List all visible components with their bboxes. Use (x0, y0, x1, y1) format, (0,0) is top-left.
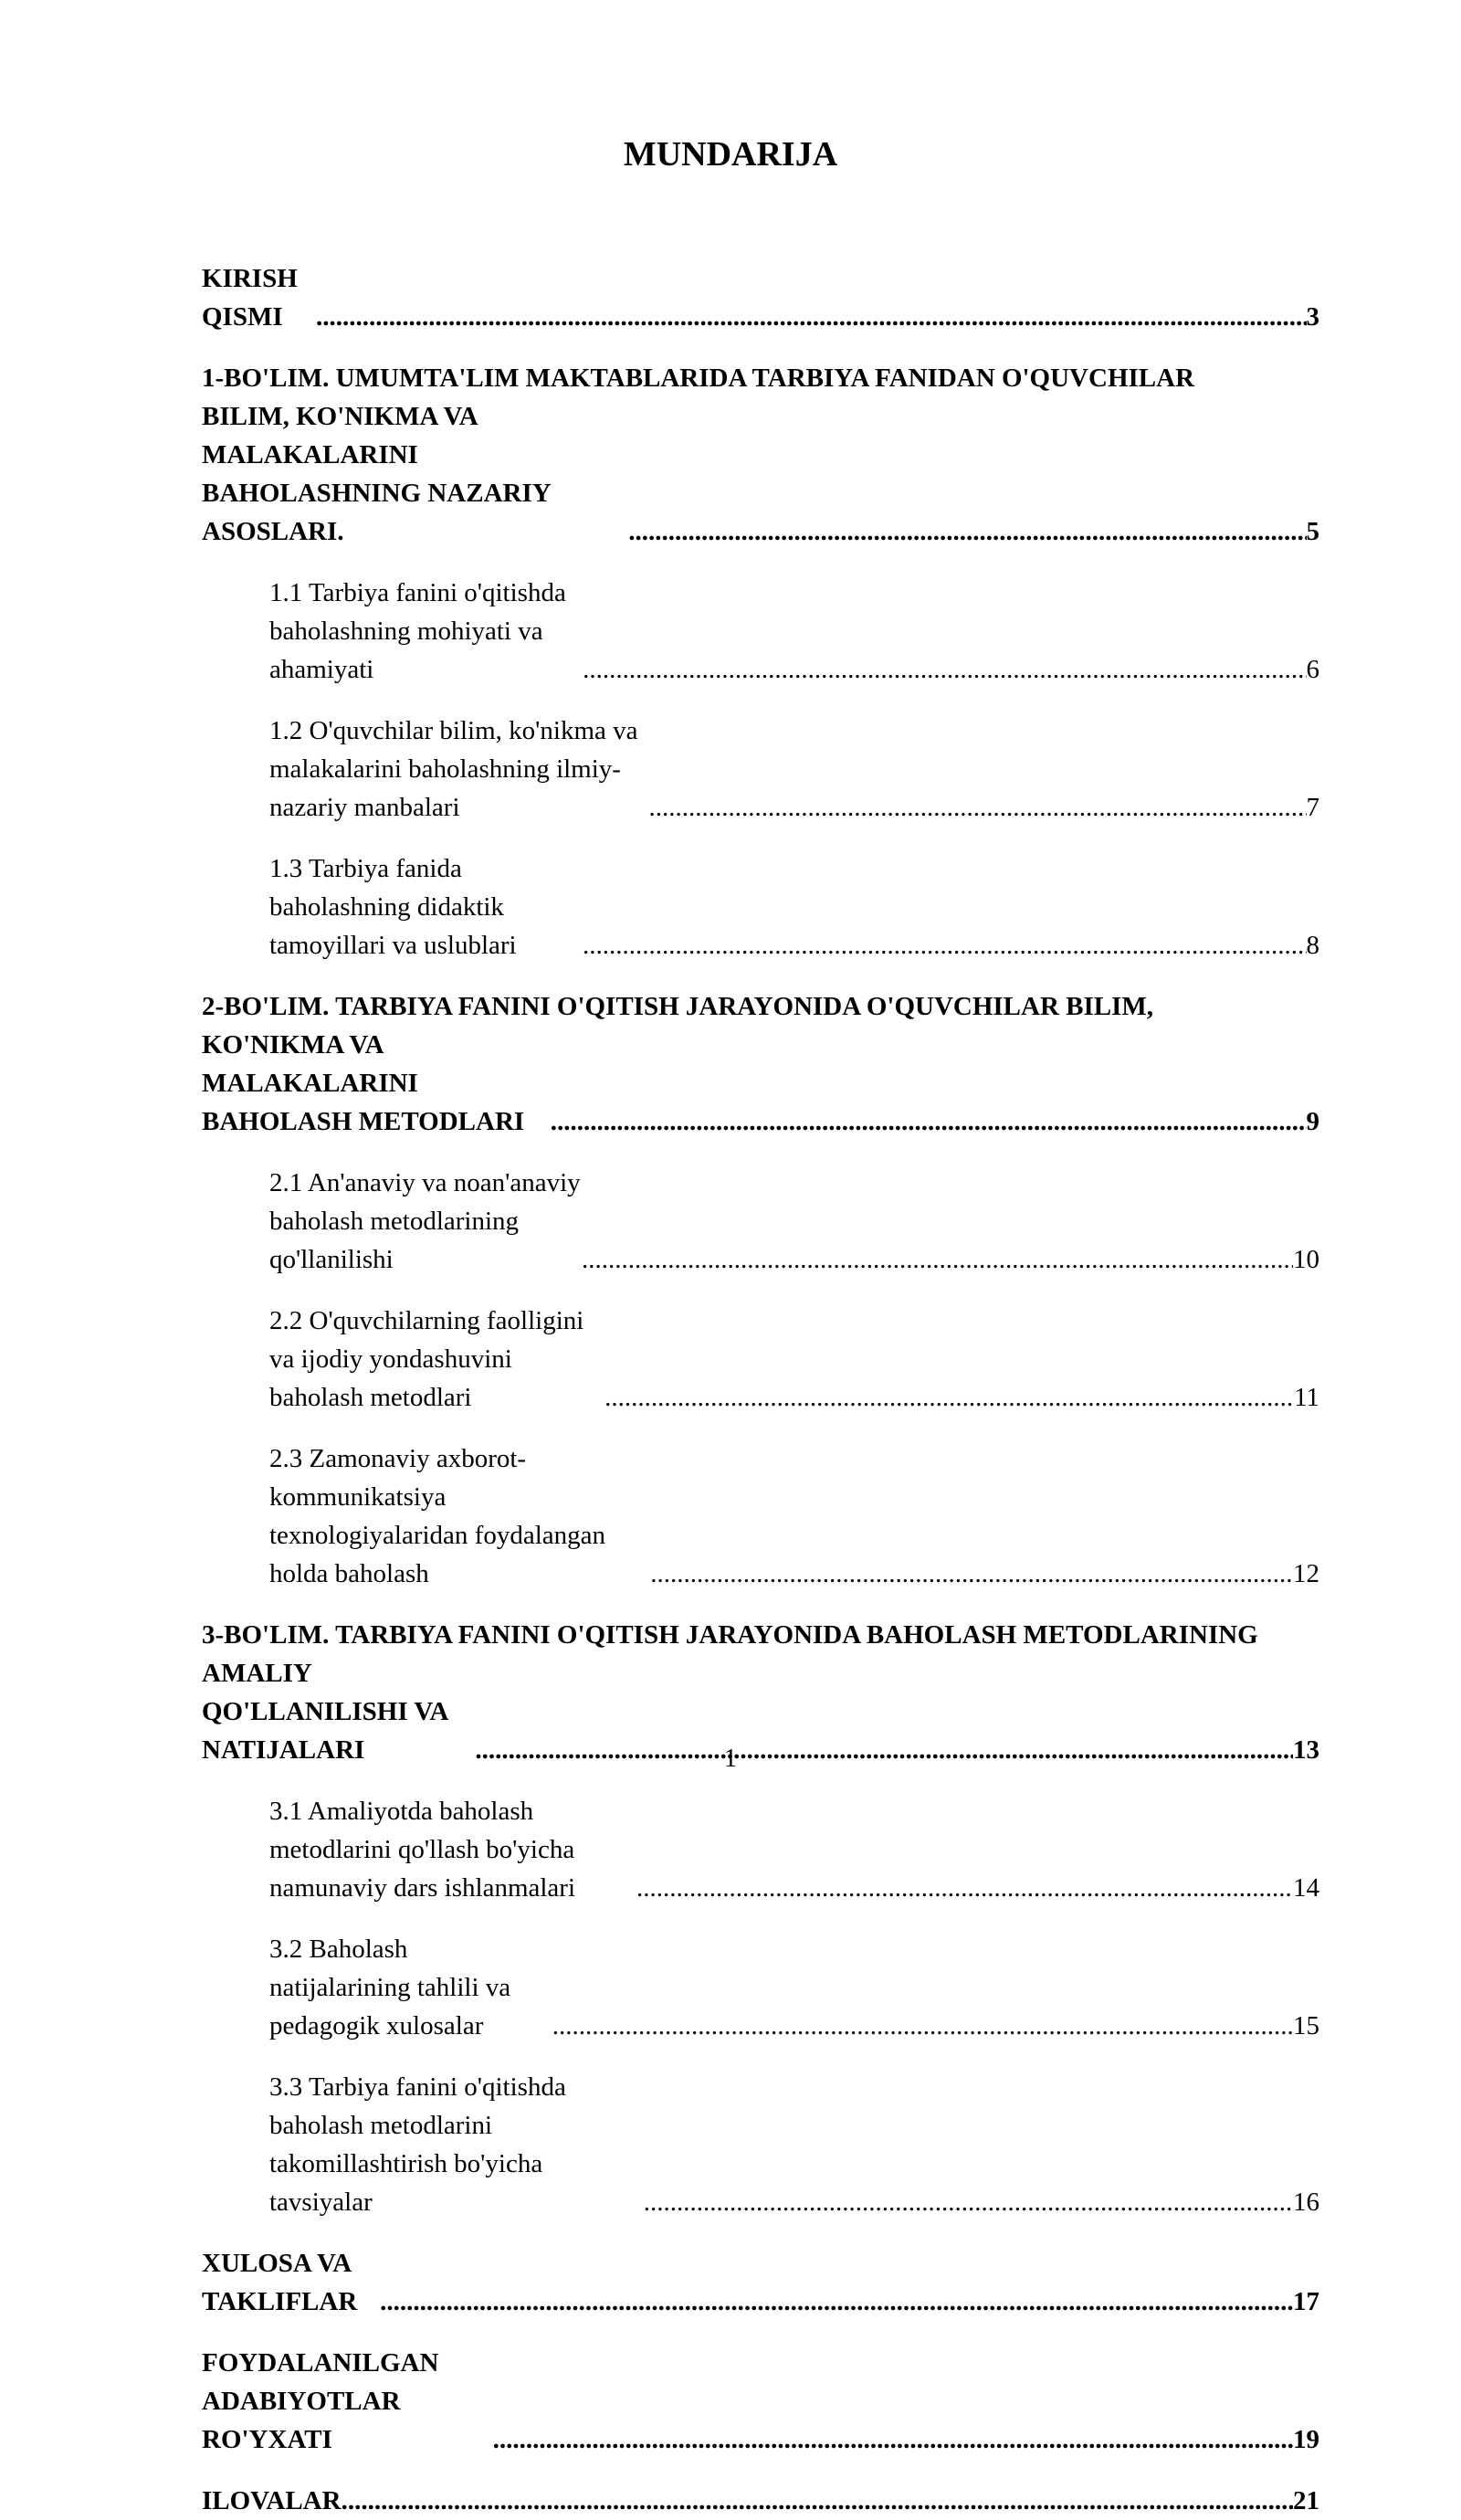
dot-leader (316, 298, 1306, 336)
dot-leader (628, 512, 1306, 551)
page-number: 1 (724, 1745, 737, 1773)
dot-leader (582, 1240, 1293, 1279)
toc-entry-title: 2.3 Zamonaviy axborot-kommunikatsiya texnologiyalaridan foydalangan holda baholash (269, 1444, 606, 1588)
toc-section-2-1[interactable] (202, 1164, 1319, 1279)
dot-leader (380, 2283, 1293, 2321)
toc-entry-page: 3 (1306, 302, 1319, 332)
toc-entry-title: 1.1 Tarbiya fanini o'qitishda baholashning mohiyati va ahamiyati (269, 578, 566, 684)
dot-leader (342, 2482, 1293, 2520)
toc-entry-title: 2.2 O'quvchilarning faolligini va ijodiy yondashuvini baholash metodlari (269, 1306, 584, 1412)
toc-chapter-title-line2: KO'NIKMA VA MALAKALARINI BAHOLASH METODLARI (202, 1030, 525, 1136)
toc-section-1-2[interactable] (202, 712, 1319, 827)
dot-leader (649, 788, 1307, 827)
toc-chapter-title-line1: 3-BO'LIM. TARBIYA FANINI O'QITISH JARAYONIDA BAHOLASH METODLARINING (202, 1620, 1258, 1650)
dot-leader (636, 1869, 1293, 1907)
toc-entry-title: 1.2 O'quvchilar bilim, ko'nikma va malakalarini baholashning ilmiy-nazariy manbalari (269, 716, 638, 822)
toc-entry-title: 3.2 Baholash natijalarining tahlili va pedagogik xulosalar (269, 1935, 511, 2040)
toc-entry-page: 16 (1293, 2188, 1319, 2217)
toc-entry-page: 9 (1306, 1107, 1319, 1136)
toc-section-1-1[interactable] (202, 574, 1319, 689)
dot-leader (644, 2183, 1293, 2221)
toc-entry-page: 14 (1293, 1873, 1319, 1903)
toc-section-3-2[interactable] (202, 1930, 1319, 2045)
dot-leader (551, 1102, 1307, 1141)
toc-entry-title: XULOSA VA TAKLIFLAR (202, 2249, 358, 2316)
dot-leader (583, 650, 1306, 689)
toc-entry-page: 13 (1293, 1735, 1319, 1765)
toc-entry-page: 10 (1293, 1245, 1319, 1274)
toc-entry-page: 21 (1293, 2486, 1319, 2515)
dot-leader (493, 2420, 1293, 2459)
toc-entry-page: 19 (1293, 2425, 1319, 2454)
toc-entry-page: 7 (1306, 793, 1319, 822)
toc-chapter-1[interactable] (202, 359, 1319, 551)
toc-chapter-title-line2: BILIM, KO'NIKMA VA MALAKALARINI BAHOLASHNING NAZARIY ASOSLARI. (202, 402, 551, 546)
toc-entry-title: 3.1 Amaliyotda baholash metodlarini qo'llash bo'yicha namunaviy dars ishlanmalari (269, 1797, 576, 1903)
toc-entry-title: 2.1 An'anaviy va noan'anaviy baholash metodlarining qo'llanilishi (269, 1168, 581, 1274)
page-title: MUNDARIJA (623, 135, 838, 174)
toc-section-3-1[interactable] (202, 1792, 1319, 1907)
toc-chapter-title-line1: 1-BO'LIM. UMUMTA'LIM MAKTABLARIDA TARBIYA FANIDAN O'QUVCHILAR (202, 364, 1195, 393)
toc-entry-page: 11 (1294, 1383, 1319, 1412)
toc-entry-title: 1.3 Tarbiya fanida baholashning didaktik tamoyillari va uslublari (269, 854, 517, 960)
dot-leader (583, 926, 1307, 965)
toc-entry-appendix[interactable] (202, 2482, 1319, 2520)
toc-entry-page: 6 (1306, 655, 1319, 684)
toc-section-3-3[interactable] (202, 2068, 1319, 2221)
toc-entry-title: KIRISH QISMI (202, 264, 298, 332)
toc-entry-page: 5 (1306, 517, 1319, 546)
dot-leader (650, 1555, 1293, 1593)
toc-chapter-title-line1: 2-BO'LIM. TARBIYA FANINI O'QITISH JARAYONIDA O'QUVCHILAR BILIM, (202, 992, 1154, 1021)
toc-entry-title: FOYDALANILGAN ADABIYOTLAR RO'YXATI (202, 2348, 439, 2454)
toc-section-1-3[interactable] (202, 849, 1319, 965)
toc-entry-title: ILOVALAR (202, 2486, 342, 2515)
toc-entry-page: 17 (1293, 2287, 1319, 2316)
toc-entry-references[interactable] (202, 2344, 1319, 2459)
toc-chapter-title-line2: AMALIY QO'LLANILISHI VA NATIJALARI (202, 1659, 447, 1765)
toc-chapter-2[interactable] (202, 987, 1319, 1141)
toc-section-2-3[interactable] (202, 1439, 1319, 1593)
toc-entry-intro[interactable] (202, 259, 1319, 336)
toc-section-2-2[interactable] (202, 1302, 1319, 1417)
table-of-contents (202, 259, 1319, 2520)
toc-entry-title: 3.3 Tarbiya fanini o'qitishda baholash metodlarini takomillashtirish bo'yicha tavsiyalar (269, 2072, 566, 2217)
toc-entry-page: 15 (1293, 2011, 1319, 2040)
dot-leader (552, 2007, 1293, 2045)
dot-leader (604, 1378, 1294, 1417)
toc-entry-conclusion[interactable] (202, 2244, 1319, 2321)
toc-entry-page: 8 (1306, 931, 1319, 960)
toc-entry-page: 12 (1293, 1559, 1319, 1588)
